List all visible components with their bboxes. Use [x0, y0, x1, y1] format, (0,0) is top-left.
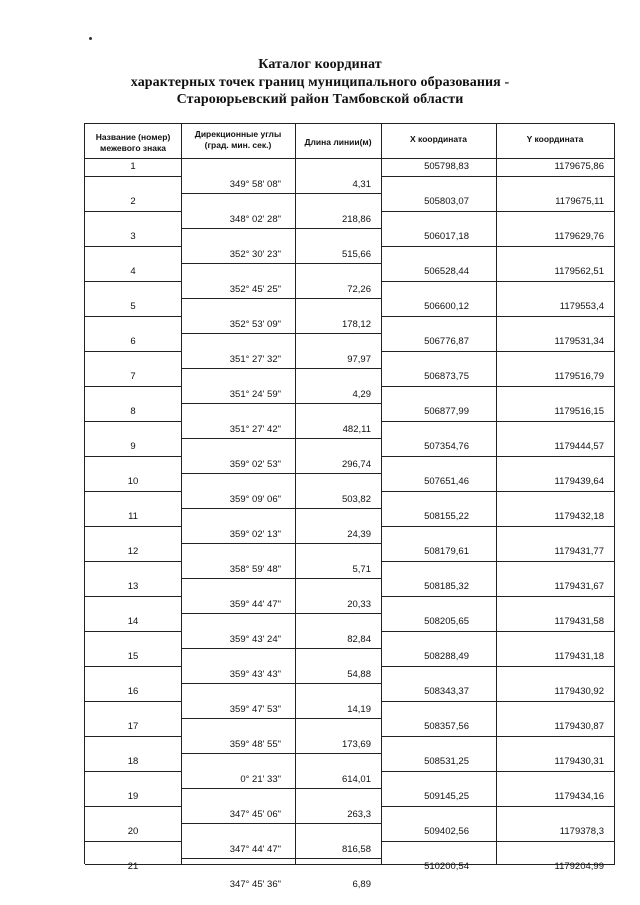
row-rule — [381, 211, 615, 212]
row-rule — [85, 386, 181, 387]
column-divider — [614, 124, 615, 864]
y-coordinate: 1179531,34 — [554, 336, 604, 347]
row-rule — [381, 631, 615, 632]
x-coordinate: 507354,76 — [424, 441, 469, 452]
document-subtitle: характерных точек границ муниципального образования - — [130, 75, 510, 90]
row-rule — [85, 491, 181, 492]
row-rule — [381, 421, 615, 422]
row-rule — [85, 211, 181, 212]
point-name: 5 — [130, 301, 136, 312]
row-rule — [181, 473, 381, 474]
y-coordinate: 1179430,92 — [554, 686, 604, 697]
row-rule — [181, 228, 381, 229]
line-length: 97,97 — [347, 353, 371, 365]
directional-angle: 359° 44' 47" — [229, 598, 281, 610]
header-x: X координата — [410, 134, 467, 144]
line-length: 614,01 — [341, 773, 371, 785]
row-rule — [381, 176, 615, 177]
point-name: 16 — [127, 686, 139, 697]
point-name: 4 — [130, 266, 136, 277]
row-rule — [85, 316, 181, 317]
row-rule — [85, 666, 181, 667]
row-rule — [381, 491, 615, 492]
row-rule — [381, 561, 615, 562]
x-coordinate: 508357,56 — [424, 721, 469, 732]
line-length: 54,88 — [347, 668, 371, 680]
row-rule — [85, 736, 181, 737]
row-rule — [85, 456, 181, 457]
point-name: 9 — [130, 441, 136, 452]
x-coordinate: 508185,32 — [424, 581, 469, 592]
point-name: 19 — [127, 791, 139, 802]
row-rule — [181, 753, 381, 754]
header-angle — [181, 129, 295, 151]
row-rule — [85, 526, 181, 527]
row-rule — [85, 421, 181, 422]
x-coordinate: 508205,65 — [424, 616, 469, 627]
y-coordinate: 1179204,99 — [554, 861, 604, 872]
y-coordinate: 1179432,18 — [554, 511, 604, 522]
row-rule — [181, 298, 381, 299]
row-rule — [181, 718, 381, 719]
row-rule — [181, 403, 381, 404]
row-rule — [181, 613, 381, 614]
directional-angle: 359° 48' 55" — [229, 738, 281, 750]
x-coordinate: 508155,22 — [424, 511, 469, 522]
line-length: 178,12 — [341, 318, 371, 330]
y-coordinate: 1179553,4 — [559, 301, 604, 312]
point-name: 17 — [127, 721, 139, 732]
row-rule — [85, 281, 181, 282]
point-name: 12 — [127, 546, 139, 557]
row-rule — [181, 193, 381, 194]
point-name: 15 — [127, 651, 139, 662]
row-rule — [381, 771, 615, 772]
line-length: 218,86 — [341, 213, 371, 225]
row-rule — [181, 508, 381, 509]
x-coordinate: 506877,99 — [424, 406, 469, 417]
row-rule — [85, 246, 181, 247]
row-rule — [181, 368, 381, 369]
point-name: 18 — [127, 756, 139, 767]
line-length: 173,69 — [341, 738, 371, 750]
row-rule — [181, 333, 381, 334]
row-rule — [85, 864, 615, 865]
directional-angle: 358° 59' 48" — [229, 563, 281, 575]
header-y: Y координата — [526, 134, 584, 144]
row-rule — [381, 351, 615, 352]
line-length: 263,3 — [347, 808, 371, 820]
x-coordinate: 506776,87 — [424, 336, 469, 347]
line-length: 6,89 — [352, 878, 371, 890]
line-length: 4,29 — [352, 388, 371, 400]
row-rule — [85, 771, 181, 772]
x-coordinate: 510200,54 — [424, 861, 469, 872]
x-coordinate: 508343,37 — [424, 686, 469, 697]
row-rule — [181, 578, 381, 579]
y-coordinate: 1179675,86 — [554, 161, 604, 172]
y-coordinate: 1179434,16 — [554, 791, 604, 802]
x-coordinate: 509145,25 — [424, 791, 469, 802]
y-coordinate: 1179431,77 — [554, 546, 604, 557]
row-rule — [381, 736, 615, 737]
row-rule — [181, 683, 381, 684]
row-rule — [181, 788, 381, 789]
x-coordinate: 506528,44 — [424, 266, 469, 277]
row-rule — [381, 841, 615, 842]
directional-angle: 347° 45' 36" — [229, 878, 281, 890]
row-rule — [181, 858, 381, 859]
line-length: 72,26 — [347, 283, 371, 295]
line-length: 82,84 — [347, 633, 371, 645]
directional-angle: 359° 02' 53" — [229, 458, 281, 470]
point-name: 3 — [130, 231, 136, 242]
x-coordinate: 506017,18 — [424, 231, 469, 242]
line-length: 24,39 — [347, 528, 371, 540]
directional-angle: 349° 58' 08" — [229, 178, 281, 190]
row-rule — [85, 806, 181, 807]
directional-angle: 351° 27' 32" — [229, 353, 281, 365]
x-coordinate: 505803,07 — [424, 196, 469, 207]
row-rule — [85, 631, 181, 632]
header-angle-line2: (град. мин. сек.) — [204, 140, 272, 150]
row-rule — [381, 281, 615, 282]
y-coordinate: 1179629,76 — [554, 231, 604, 242]
point-name: 20 — [127, 826, 139, 837]
header-name — [85, 132, 181, 154]
y-coordinate: 1179439,64 — [554, 476, 604, 487]
row-rule — [85, 701, 181, 702]
row-rule — [181, 543, 381, 544]
x-coordinate: 509402,56 — [424, 826, 469, 837]
header-length: Длина линии(м) — [304, 137, 372, 147]
document-subtitle-region: Староюрьевский район Тамбовской области — [176, 92, 464, 107]
directional-angle: 347° 45' 06" — [229, 808, 281, 820]
row-rule — [181, 438, 381, 439]
header-rule — [85, 158, 615, 159]
y-coordinate: 1179675,11 — [555, 196, 604, 207]
line-length: 503,82 — [341, 493, 371, 505]
point-name: 13 — [127, 581, 139, 592]
x-coordinate: 508531,25 — [424, 756, 469, 767]
directional-angle: 351° 24' 59" — [229, 388, 281, 400]
row-rule — [85, 561, 181, 562]
row-rule — [381, 701, 615, 702]
point-name: 6 — [130, 336, 136, 347]
y-coordinate: 1179430,87 — [554, 721, 604, 732]
line-length: 4,31 — [352, 178, 371, 190]
row-rule — [381, 596, 615, 597]
x-coordinate: 507651,46 — [424, 476, 469, 487]
row-rule — [181, 823, 381, 824]
row-rule — [85, 841, 181, 842]
row-rule — [381, 526, 615, 527]
row-rule — [85, 176, 181, 177]
directional-angle: 0° 21' 33" — [240, 773, 281, 785]
x-coordinate: 506873,75 — [424, 371, 469, 382]
row-rule — [381, 386, 615, 387]
y-coordinate: 1179562,51 — [554, 266, 604, 277]
directional-angle: 352° 53' 09" — [229, 318, 281, 330]
row-rule — [181, 648, 381, 649]
header-name-line1: Название (номер) — [95, 132, 171, 142]
line-length: 816,58 — [341, 843, 371, 855]
line-length: 5,71 — [352, 563, 371, 575]
point-name: 10 — [127, 476, 139, 487]
row-rule — [181, 263, 381, 264]
y-coordinate: 1179431,67 — [554, 581, 604, 592]
directional-angle: 352° 30' 23" — [229, 248, 281, 260]
line-length: 482,11 — [342, 423, 371, 435]
point-name: 11 — [128, 511, 138, 522]
directional-angle: 359° 02' 13" — [229, 528, 281, 540]
point-name: 1 — [130, 161, 136, 172]
x-coordinate: 505798,83 — [424, 161, 469, 172]
directional-angle: 351° 27' 42" — [229, 423, 281, 435]
directional-angle: 347° 44' 47" — [229, 843, 281, 855]
row-rule — [381, 456, 615, 457]
line-length: 14,19 — [347, 703, 371, 715]
y-coordinate: 1179430,31 — [554, 756, 604, 767]
y-coordinate: 1179378,3 — [559, 826, 604, 837]
directional-angle: 359° 47' 53" — [229, 703, 281, 715]
point-name: 21 — [127, 861, 139, 872]
directional-angle: 359° 43' 43" — [229, 668, 281, 680]
directional-angle: 348° 02' 28" — [229, 213, 281, 225]
row-rule — [381, 316, 615, 317]
header-name-line2: межевого знака — [100, 143, 166, 153]
x-coordinate: 506600,12 — [424, 301, 469, 312]
y-coordinate: 1179431,18 — [554, 651, 604, 662]
x-coordinate: 508288,49 — [424, 651, 469, 662]
point-name: 14 — [127, 616, 139, 627]
row-rule — [381, 806, 615, 807]
directional-angle: 359° 43' 24" — [229, 633, 281, 645]
point-name: 7 — [130, 371, 136, 382]
row-rule — [381, 246, 615, 247]
line-length: 515,66 — [341, 248, 371, 260]
document-title: Каталог координат — [258, 57, 382, 72]
y-coordinate: 1179444,57 — [554, 441, 604, 452]
point-name: 8 — [130, 406, 136, 417]
line-length: 20,33 — [347, 598, 371, 610]
row-rule — [85, 596, 181, 597]
coordinate-table — [84, 123, 615, 890]
row-rule — [85, 351, 181, 352]
directional-angle: 352° 45' 25" — [229, 283, 281, 295]
line-length: 296,74 — [341, 458, 371, 470]
y-coordinate: 1179516,79 — [554, 371, 604, 382]
point-name: 2 — [130, 196, 136, 207]
y-coordinate: 1179516,15 — [554, 406, 604, 417]
directional-angle: 359° 09' 06" — [229, 493, 281, 505]
y-coordinate: 1179431,58 — [554, 616, 604, 627]
row-rule — [381, 666, 615, 667]
header-angle-line1: Дирекционные углы — [194, 129, 282, 139]
x-coordinate: 508179,61 — [424, 546, 469, 557]
scan-speck — [89, 37, 92, 40]
